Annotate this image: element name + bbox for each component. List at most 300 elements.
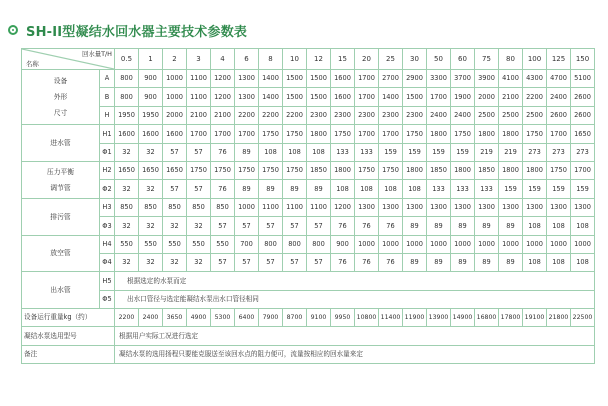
value-cell: 19100 [523,309,547,327]
value-cell: 89 [427,217,451,235]
value-cell: 2500 [475,106,499,124]
value-cell: 57 [211,217,235,235]
value-cell: 14900 [451,309,475,327]
column-header: 25 [379,49,403,70]
value-cell: 108 [547,217,571,235]
value-cell: 2200 [283,106,307,124]
value-cell: 4900 [187,309,211,327]
value-cell: 11400 [379,309,403,327]
value-cell: 133 [427,180,451,198]
column-header: 6 [235,49,259,70]
value-cell: 32 [115,180,139,198]
value-cell: 1600 [331,70,355,88]
value-cell: 16800 [475,309,499,327]
value-cell: 89 [307,180,331,198]
value-cell: 219 [499,143,523,161]
column-header: 100 [523,49,547,70]
value-cell: 108 [355,180,379,198]
value-cell: 1300 [499,198,523,216]
value-cell: 89 [259,180,283,198]
value-cell: 32 [139,143,163,161]
row-code-cell: Φ2 [100,180,115,198]
value-cell: 32 [187,217,211,235]
value-cell: 1700 [355,125,379,143]
value-cell: 108 [403,180,427,198]
value-cell: 159 [523,180,547,198]
value-cell: 5100 [571,70,595,88]
value-cell: 108 [331,180,355,198]
table-row [22,290,595,308]
value-cell: 32 [115,217,139,235]
value-cell: 8700 [283,309,307,327]
column-header: 0.5 [115,49,139,70]
value-cell: 89 [499,253,523,271]
value-cell: 2000 [475,88,499,106]
value-cell: 1700 [427,88,451,106]
value-cell: 1700 [187,125,211,143]
value-cell: 2600 [571,88,595,106]
value-cell: 76 [331,253,355,271]
value-cell: 108 [571,253,595,271]
value-cell: 1750 [211,161,235,179]
value-cell: 1300 [427,198,451,216]
value-cell: 1650 [571,125,595,143]
value-cell: 76 [379,253,403,271]
value-cell: 2300 [355,106,379,124]
value-cell: 4700 [547,70,571,88]
value-cell: 89 [403,217,427,235]
value-cell: 1750 [331,125,355,143]
value-cell: 57 [307,217,331,235]
value-cell: 1300 [379,198,403,216]
corner-header-cell [22,49,115,70]
table-row [22,70,595,88]
value-cell: 1400 [259,88,283,106]
value-cell: 1750 [547,161,571,179]
value-cell: 2300 [331,106,355,124]
value-cell: 800 [307,235,331,253]
value-cell: 2200 [235,106,259,124]
outlet-name-cell: 出水管 [22,272,100,309]
group-name-cell [22,70,100,125]
table-row [22,253,595,271]
value-cell: 1800 [331,161,355,179]
table-row [22,198,595,216]
value-cell: 4300 [523,70,547,88]
value-cell: 2500 [523,106,547,124]
value-cell: 32 [139,180,163,198]
value-cell: 1200 [211,88,235,106]
table-row [22,217,595,235]
value-cell: 1500 [283,88,307,106]
value-cell: 1300 [451,198,475,216]
value-cell: 1750 [355,161,379,179]
value-cell: 550 [187,235,211,253]
value-cell: 1000 [355,235,379,253]
value-cell: 3700 [451,70,475,88]
outlet-h5-text: 根据选定的水泵而定 [115,272,595,290]
value-cell: 57 [283,217,307,235]
group-name-line: 尺寸 [53,109,68,118]
value-cell: 57 [211,253,235,271]
value-cell: 1600 [163,125,187,143]
value-cell: 1700 [571,161,595,179]
column-header: 50 [427,49,451,70]
value-cell: 800 [115,88,139,106]
title-bar [8,20,247,40]
row-code-cell: H1 [100,125,115,143]
value-cell: 1800 [523,161,547,179]
column-header: 1 [139,49,163,70]
value-cell: 1800 [403,161,427,179]
value-cell: 1850 [475,161,499,179]
value-cell: 1600 [115,125,139,143]
value-cell: 1700 [379,125,403,143]
corner-bottom-label: 名称 [26,59,39,68]
value-cell: 108 [523,217,547,235]
row-code-cell: Φ1 [100,143,115,161]
value-cell: 57 [259,253,283,271]
value-cell: 2300 [307,106,331,124]
value-cell: 1700 [211,125,235,143]
group-name-cell [22,161,100,198]
value-cell: 1700 [355,88,379,106]
value-cell: 550 [139,235,163,253]
value-cell: 1650 [163,161,187,179]
table-row [22,235,595,253]
row-code-cell: H [100,106,115,124]
value-cell: 2900 [403,70,427,88]
value-cell: 57 [163,143,187,161]
value-cell: 57 [307,253,331,271]
value-cell: 57 [163,180,187,198]
value-cell: 1600 [331,88,355,106]
value-cell: 76 [355,217,379,235]
value-cell: 1300 [355,198,379,216]
row-code-cell: H2 [100,161,115,179]
table-row [22,180,595,198]
column-header: 4 [211,49,235,70]
value-cell: 108 [307,143,331,161]
column-header: 80 [499,49,523,70]
outlet-phi5-text: 出水口管径与选定能凝结水泵出水口管径相同 [115,290,595,308]
value-cell: 1000 [403,235,427,253]
value-cell: 1000 [499,235,523,253]
value-cell: 133 [355,143,379,161]
value-cell: 1400 [259,70,283,88]
value-cell: 900 [331,235,355,253]
row-code-cell: Φ3 [100,217,115,235]
value-cell: 2300 [403,106,427,124]
value-cell: 1500 [283,70,307,88]
value-cell: 10800 [355,309,379,327]
group-name-cell [22,198,100,235]
value-cell: 550 [211,235,235,253]
value-cell: 1700 [547,125,571,143]
value-cell: 850 [139,198,163,216]
value-cell: 9950 [331,309,355,327]
column-header: 15 [331,49,355,70]
value-cell: 3900 [475,70,499,88]
value-cell: 57 [259,217,283,235]
row-code-cell: Φ5 [100,290,115,308]
table-row [22,88,595,106]
value-cell: 89 [235,180,259,198]
column-header: 10 [283,49,307,70]
value-cell: 2100 [187,106,211,124]
value-cell: 1000 [379,235,403,253]
pump-text: 根据用户实际工况进行选定 [115,327,595,345]
value-cell: 1300 [235,88,259,106]
value-cell: 1750 [451,125,475,143]
value-cell: 32 [163,253,187,271]
value-cell: 850 [163,198,187,216]
value-cell: 550 [115,235,139,253]
value-cell: 1700 [355,70,379,88]
group-name-cell [22,235,100,272]
pump-label: 凝结水泵选用型号 [22,327,115,345]
row-code-cell: A [100,70,115,88]
value-cell: 1500 [403,88,427,106]
value-cell: 900 [139,88,163,106]
value-cell: 2500 [499,106,523,124]
value-cell: 550 [163,235,187,253]
value-cell: 1900 [451,88,475,106]
spec-table-body [22,49,595,364]
value-cell: 76 [211,143,235,161]
value-cell: 2700 [379,70,403,88]
value-cell: 2000 [163,106,187,124]
value-cell: 1650 [115,161,139,179]
value-cell: 2600 [547,106,571,124]
value-cell: 1200 [331,198,355,216]
value-cell: 5300 [211,309,235,327]
value-cell: 159 [451,143,475,161]
value-cell: 1500 [307,88,331,106]
value-cell: 1950 [139,106,163,124]
value-cell: 159 [403,143,427,161]
column-header: 8 [259,49,283,70]
value-cell: 1200 [211,70,235,88]
value-cell: 57 [283,253,307,271]
value-cell: 700 [235,235,259,253]
value-cell: 17800 [499,309,523,327]
value-cell: 1100 [307,198,331,216]
value-cell: 1000 [451,235,475,253]
column-header: 75 [475,49,499,70]
value-cell: 13900 [427,309,451,327]
value-cell: 273 [523,143,547,161]
table-row [22,143,595,161]
value-cell: 21800 [547,309,571,327]
group-name-line: 排污管 [50,212,71,221]
capacity-label: 设备运行重量kg（约） [22,309,115,327]
value-cell: 57 [235,253,259,271]
value-cell: 1300 [547,198,571,216]
value-cell: 133 [475,180,499,198]
value-cell: 1100 [187,70,211,88]
value-cell: 1800 [499,125,523,143]
table-row [22,125,595,143]
value-cell: 76 [331,217,355,235]
value-cell: 1750 [523,125,547,143]
group-name-cell [22,125,100,162]
value-cell: 2100 [211,106,235,124]
value-cell: 1850 [427,161,451,179]
value-cell: 11900 [403,309,427,327]
value-cell: 1000 [475,235,499,253]
value-cell: 2600 [571,106,595,124]
value-cell: 6400 [235,309,259,327]
value-cell: 1850 [307,161,331,179]
column-header: 125 [547,49,571,70]
group-name-line: 外形 [53,93,68,102]
value-cell: 89 [451,253,475,271]
value-cell: 2200 [115,309,139,327]
value-cell: 108 [547,253,571,271]
value-cell: 159 [571,180,595,198]
value-cell: 22500 [571,309,595,327]
value-cell: 1000 [427,235,451,253]
value-cell: 108 [259,143,283,161]
row-code-cell: B [100,88,115,106]
value-cell: 800 [115,70,139,88]
value-cell: 1700 [235,125,259,143]
value-cell: 1100 [259,198,283,216]
value-cell: 3650 [163,309,187,327]
row-code-cell: H4 [100,235,115,253]
value-cell: 800 [259,235,283,253]
group-name-line: 调节管 [50,183,71,192]
group-name-line: 压力平衡 [46,167,75,176]
value-cell: 850 [187,198,211,216]
value-cell: 57 [187,180,211,198]
value-cell: 1750 [283,125,307,143]
remark-label: 备注 [22,345,115,363]
value-cell: 1750 [259,161,283,179]
value-cell: 159 [379,143,403,161]
value-cell: 108 [283,143,307,161]
value-cell: 89 [475,253,499,271]
table-row [22,327,595,345]
value-cell: 1100 [283,198,307,216]
value-cell: 32 [187,253,211,271]
value-cell: 32 [139,253,163,271]
value-cell: 1750 [283,161,307,179]
value-cell: 108 [571,217,595,235]
value-cell: 108 [379,180,403,198]
value-cell: 159 [499,180,523,198]
row-code-cell: H5 [100,272,115,290]
value-cell: 32 [115,253,139,271]
column-header: 20 [355,49,379,70]
target-circle-icon [8,25,18,35]
value-cell: 1750 [403,125,427,143]
value-cell: 9100 [307,309,331,327]
value-cell: 32 [139,217,163,235]
column-header: 3 [187,49,211,70]
column-header: 60 [451,49,475,70]
value-cell: 850 [115,198,139,216]
column-header: 30 [403,49,427,70]
corner-top-label: 回水量T/H [81,50,112,58]
value-cell: 1000 [523,235,547,253]
value-cell: 2400 [547,88,571,106]
value-cell: 3300 [427,70,451,88]
value-cell: 850 [211,198,235,216]
table-row [22,106,595,124]
value-cell: 159 [427,143,451,161]
value-cell: 800 [283,235,307,253]
value-cell: 1800 [475,125,499,143]
value-cell: 2200 [523,88,547,106]
value-cell: 1750 [187,161,211,179]
value-cell: 219 [475,143,499,161]
table-row [22,161,595,179]
value-cell: 2100 [499,88,523,106]
value-cell: 1300 [235,70,259,88]
value-cell: 89 [499,217,523,235]
group-name-line: 进水管 [50,139,71,148]
value-cell: 1750 [379,161,403,179]
value-cell: 900 [139,70,163,88]
value-cell: 1800 [307,125,331,143]
value-cell: 89 [475,217,499,235]
value-cell: 1400 [379,88,403,106]
value-cell: 1650 [139,161,163,179]
value-cell: 1750 [235,161,259,179]
remark-text: 凝结水泵的选用扬程只要能克服送至该回水点的阻力便可，流量按相应的回水量来定 [115,345,595,363]
value-cell: 89 [403,253,427,271]
value-cell: 1000 [547,235,571,253]
value-cell: 7900 [259,309,283,327]
value-cell: 1300 [523,198,547,216]
value-cell: 273 [547,143,571,161]
value-cell: 2400 [427,106,451,124]
value-cell: 273 [571,143,595,161]
value-cell: 2400 [139,309,163,327]
value-cell: 76 [355,253,379,271]
value-cell: 76 [379,217,403,235]
value-cell: 1800 [451,161,475,179]
value-cell: 1800 [499,161,523,179]
group-name-line: 设备 [53,77,68,86]
value-cell: 89 [427,253,451,271]
value-cell: 2400 [451,106,475,124]
value-cell: 1100 [187,88,211,106]
value-cell: 1000 [571,235,595,253]
column-header: 150 [571,49,595,70]
value-cell: 1950 [115,106,139,124]
column-header: 2 [163,49,187,70]
value-cell: 1000 [163,70,187,88]
value-cell: 1300 [475,198,499,216]
value-cell: 1300 [403,198,427,216]
row-code-cell: H3 [100,198,115,216]
value-cell: 76 [211,180,235,198]
group-name-line: 放空管 [50,249,71,258]
value-cell: 2300 [379,106,403,124]
value-cell: 1750 [259,125,283,143]
value-cell: 2200 [259,106,283,124]
value-cell: 89 [235,143,259,161]
page-title: SH-II型凝结水回水器主要技术参数表 [26,24,248,40]
spec-table [21,48,595,364]
table-row [22,345,595,363]
row-code-cell: Φ4 [100,253,115,271]
value-cell: 57 [187,143,211,161]
value-cell: 89 [283,180,307,198]
